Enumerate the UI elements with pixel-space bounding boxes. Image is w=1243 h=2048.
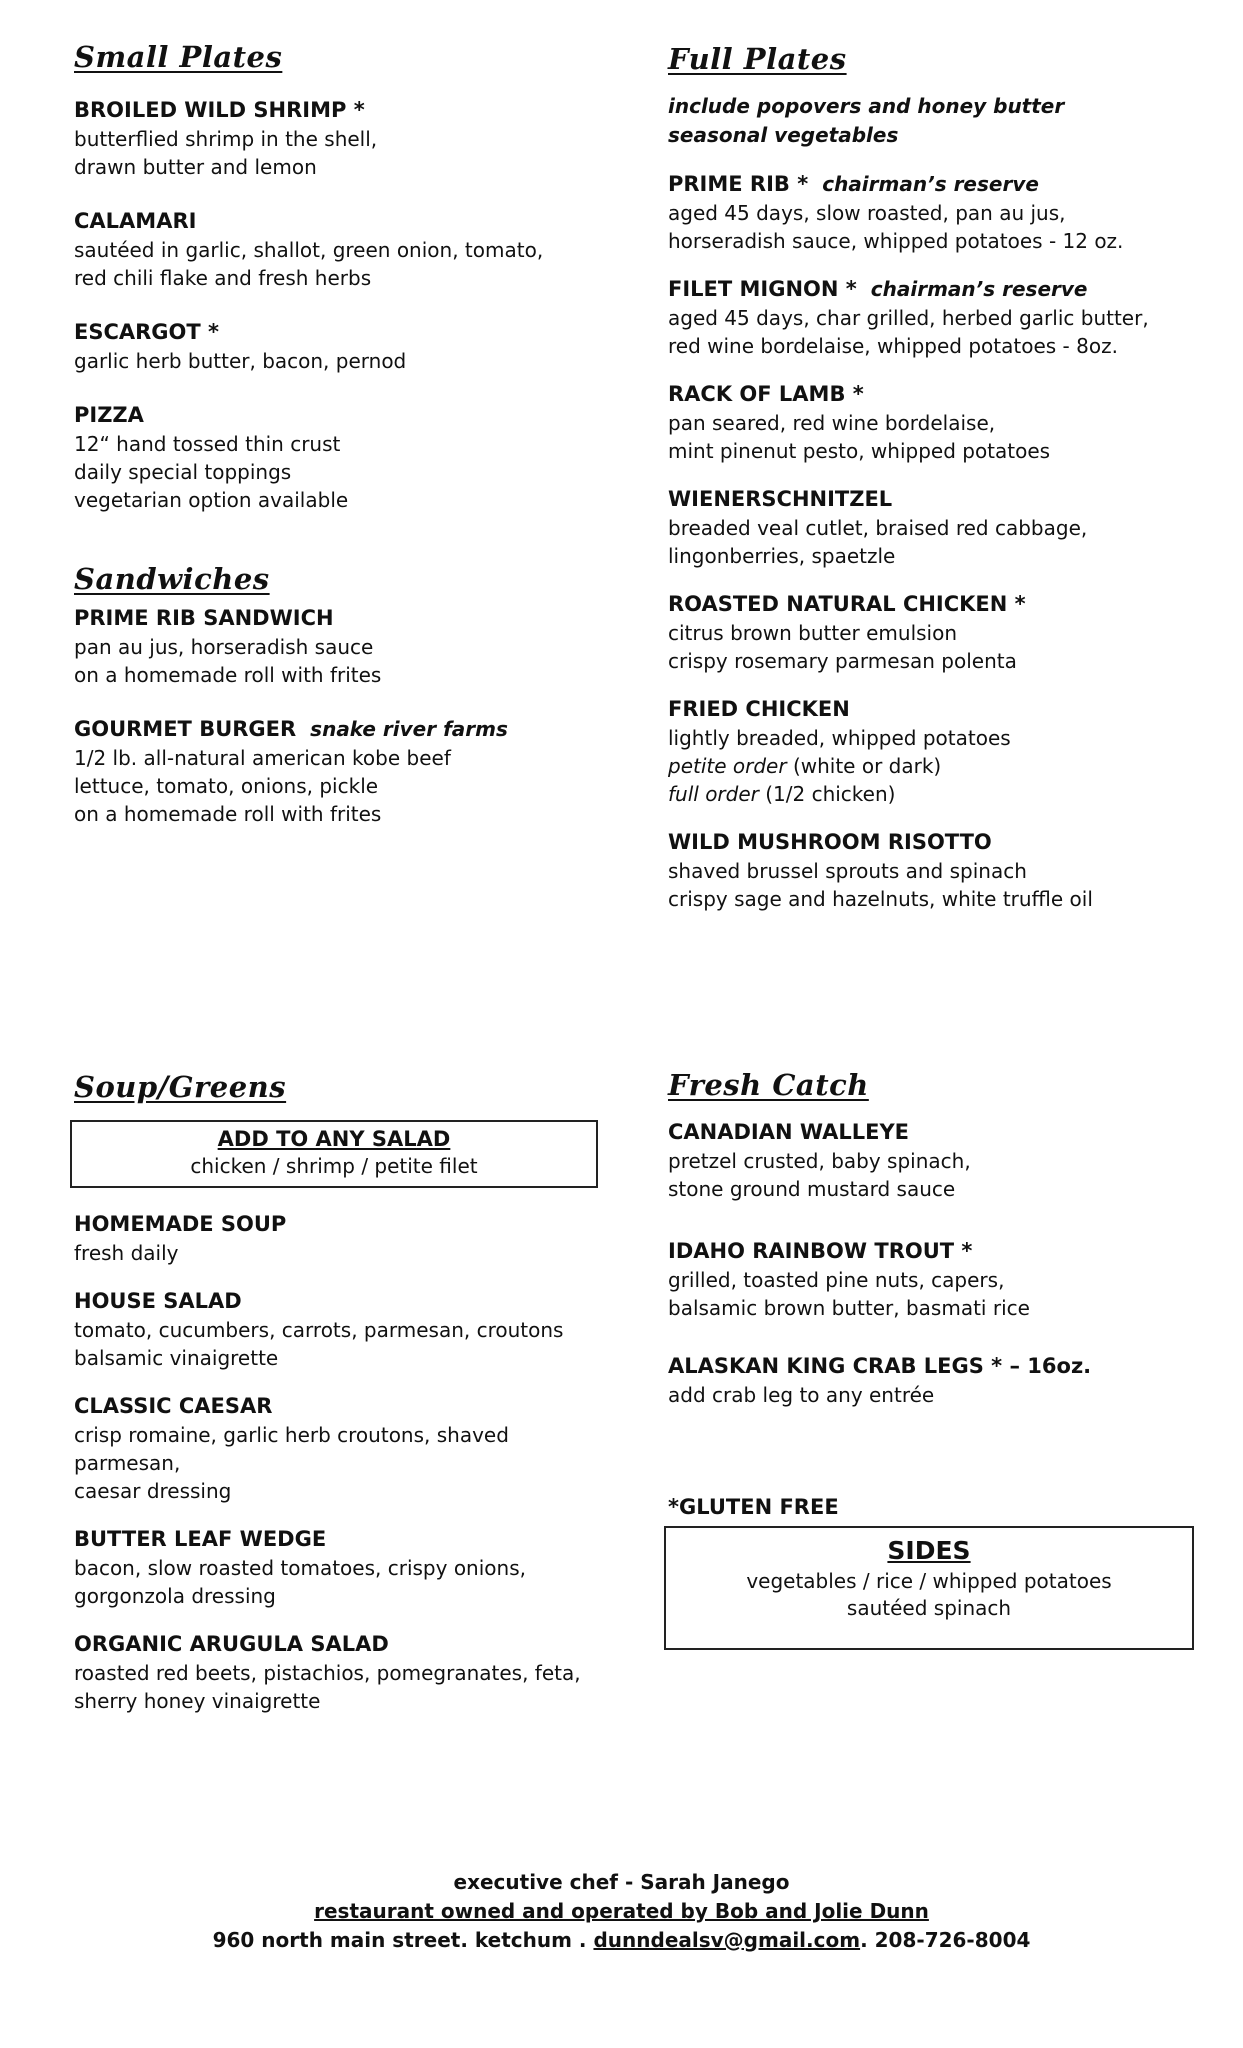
note-line: include popovers and honey butter bbox=[668, 94, 1065, 118]
description-line: aged 45 days, slow roasted, pan au jus, bbox=[668, 201, 1066, 225]
fresh-catch-section bbox=[668, 1068, 1228, 1672]
item-description bbox=[74, 236, 614, 292]
sandwiches-heading: Sandwiches bbox=[74, 562, 270, 596]
soup-greens-heading: Soup/Greens bbox=[74, 1070, 287, 1104]
address: 960 north main street. ketchum . bbox=[212, 1928, 594, 1952]
add-to-salad-options: chicken / shrimp / petite filet bbox=[190, 1154, 478, 1178]
item-name: CANADIAN WALLEYE bbox=[668, 1120, 910, 1144]
option-label: petite order bbox=[668, 754, 787, 778]
description-line: balsamic vinaigrette bbox=[74, 1346, 279, 1370]
item-name: WILD MUSHROOM RISOTTO bbox=[668, 830, 992, 854]
item-name: IDAHO RAINBOW TROUT * bbox=[668, 1239, 973, 1263]
item-description bbox=[668, 304, 1228, 360]
item-name: ORGANIC ARUGULA SALAD bbox=[74, 1632, 389, 1656]
menu-item bbox=[668, 170, 1228, 255]
description-line: garlic herb butter, bacon, pernod bbox=[74, 349, 407, 373]
menu-item bbox=[668, 695, 1228, 808]
item-description bbox=[668, 409, 1228, 465]
menu-item bbox=[74, 1392, 614, 1505]
menu-item bbox=[668, 275, 1228, 360]
menu-item bbox=[74, 1630, 614, 1715]
fresh-catch-heading: Fresh Catch bbox=[668, 1068, 869, 1102]
description-line: balsamic brown butter, basmati rice bbox=[668, 1296, 1030, 1320]
description-line: red wine bordelaise, whipped potatoes - 8oz. bbox=[668, 334, 1118, 358]
description-line: horseradish sauce, whipped potatoes - 12 oz. bbox=[668, 229, 1124, 253]
description-line: 12“ hand tossed thin crust bbox=[74, 432, 341, 456]
small-plates-heading: Small Plates bbox=[74, 40, 283, 74]
menu-item bbox=[74, 1287, 614, 1372]
item-description bbox=[74, 1554, 614, 1610]
description-line: caesar dressing bbox=[74, 1479, 232, 1503]
full-plates-section bbox=[668, 42, 1228, 939]
item-name: RACK OF LAMB * bbox=[668, 382, 864, 406]
note-line: seasonal vegetables bbox=[668, 123, 899, 147]
menu-item bbox=[74, 1210, 614, 1267]
soup-greens-section bbox=[74, 1070, 614, 1741]
item-name: HOMEMADE SOUP bbox=[74, 1212, 287, 1236]
sides-title: SIDES bbox=[887, 1536, 971, 1565]
full-plates-note bbox=[668, 92, 1228, 150]
description-line: gorgonzola dressing bbox=[74, 1584, 276, 1608]
item-description bbox=[74, 125, 614, 181]
description-line: shaved brussel sprouts and spinach bbox=[668, 859, 1027, 883]
item-name-row bbox=[668, 170, 1228, 199]
item-name: BUTTER LEAF WEDGE bbox=[74, 1527, 327, 1551]
add-to-salad-box bbox=[70, 1120, 598, 1188]
item-description bbox=[74, 1659, 614, 1715]
item-name: WIENERSCHNITZEL bbox=[668, 487, 893, 511]
item-description bbox=[668, 1266, 1228, 1322]
menu-item bbox=[74, 604, 614, 689]
menu-item bbox=[74, 96, 614, 181]
full-plates-heading: Full Plates bbox=[668, 42, 847, 76]
description-line: crispy rosemary parmesan polenta bbox=[668, 649, 1017, 673]
item-name-row bbox=[668, 275, 1228, 304]
menu-item bbox=[668, 1118, 1228, 1203]
option-line bbox=[668, 780, 1228, 808]
item-description bbox=[668, 1147, 1228, 1203]
add-to-salad-title: ADD TO ANY SALAD bbox=[217, 1127, 451, 1151]
item-description bbox=[74, 633, 614, 689]
item-tag: chairman’s reserve bbox=[822, 172, 1039, 196]
description-line: pan au jus, horseradish sauce bbox=[74, 635, 374, 659]
menu-item bbox=[74, 1525, 614, 1610]
item-name: PIZZA bbox=[74, 403, 144, 427]
description-line: lightly breaded, whipped potatoes bbox=[668, 726, 1011, 750]
menu-item bbox=[74, 401, 614, 514]
sides-line: vegetables / rice / whipped potatoes bbox=[746, 1569, 1112, 1593]
item-name: FRIED CHICKEN bbox=[668, 697, 850, 721]
menu-item bbox=[74, 715, 614, 828]
description-line: add crab leg to any entrée bbox=[668, 1383, 935, 1407]
item-name: PRIME RIB * bbox=[668, 172, 809, 196]
item-description bbox=[668, 724, 1228, 808]
description-line: lingonberries, spaetzle bbox=[668, 544, 896, 568]
description-line: 1/2 lb. all-natural american kobe beef bbox=[74, 746, 451, 770]
option-detail: (white or dark) bbox=[786, 754, 942, 778]
menu-item bbox=[668, 1237, 1228, 1322]
description-line: lettuce, tomato, onions, pickle bbox=[74, 774, 379, 798]
item-description bbox=[668, 1381, 1228, 1409]
item-name: FILET MIGNON * bbox=[668, 277, 857, 301]
description-line: fresh daily bbox=[74, 1241, 179, 1265]
phone: . 208-726-8004 bbox=[860, 1928, 1031, 1952]
description-line: mint pinenut pesto, whipped potatoes bbox=[668, 439, 1051, 463]
menu-item bbox=[668, 828, 1228, 913]
description-line: bacon, slow roasted tomatoes, crispy onions, bbox=[74, 1556, 526, 1580]
owners-line: restaurant owned and operated by Bob and Jolie Dunn bbox=[314, 1899, 929, 1923]
item-description bbox=[668, 619, 1228, 675]
executive-chef: executive chef - Sarah Janego bbox=[453, 1870, 790, 1894]
item-description bbox=[74, 1421, 614, 1505]
option-label: full order bbox=[668, 782, 759, 806]
description-line: aged 45 days, char grilled, herbed garlic butter, bbox=[668, 306, 1149, 330]
item-description bbox=[74, 347, 614, 375]
item-description bbox=[74, 1239, 614, 1267]
description-line: crisp romaine, garlic herb croutons, shaved parmesan, bbox=[74, 1423, 509, 1475]
item-tag: snake river farms bbox=[310, 717, 508, 741]
option-line bbox=[668, 752, 1228, 780]
description-line: vegetarian option available bbox=[74, 488, 349, 512]
description-line: roasted red beets, pistachios, pomegranates, feta, bbox=[74, 1661, 581, 1685]
sides-box bbox=[664, 1526, 1194, 1650]
item-name: GOURMET BURGER bbox=[74, 717, 297, 741]
gluten-free-note: *GLUTEN FREE bbox=[668, 1495, 839, 1519]
description-line: on a homemade roll with frites bbox=[74, 663, 382, 687]
description-line: on a homemade roll with frites bbox=[74, 802, 382, 826]
item-description bbox=[668, 514, 1228, 570]
item-name: PRIME RIB SANDWICH bbox=[74, 606, 334, 630]
description-line: citrus brown butter emulsion bbox=[668, 621, 958, 645]
small-plates-section bbox=[74, 40, 614, 540]
item-name: HOUSE SALAD bbox=[74, 1289, 242, 1313]
item-name: BROILED WILD SHRIMP * bbox=[74, 98, 365, 122]
menu-item bbox=[74, 207, 614, 292]
item-name: ALASKAN KING CRAB LEGS * – 16oz. bbox=[668, 1354, 1092, 1378]
item-description bbox=[668, 857, 1228, 913]
description-line: pretzel crusted, baby spinach, bbox=[668, 1149, 971, 1173]
sandwiches-section bbox=[74, 562, 614, 854]
item-description bbox=[74, 744, 614, 828]
menu-item bbox=[668, 485, 1228, 570]
option-detail: (1/2 chicken) bbox=[758, 782, 896, 806]
menu-item bbox=[668, 1352, 1228, 1409]
menu-item bbox=[668, 380, 1228, 465]
description-line: breaded veal cutlet, braised red cabbage, bbox=[668, 516, 1088, 540]
description-line: grilled, toasted pine nuts, capers, bbox=[668, 1268, 1005, 1292]
item-description bbox=[74, 1316, 614, 1372]
description-line: sautéed in garlic, shallot, green onion, tomato, bbox=[74, 238, 544, 262]
menu-item bbox=[74, 318, 614, 375]
sides-line: sautéed spinach bbox=[846, 1596, 1012, 1620]
description-line: tomato, cucumbers, carrots, parmesan, croutons bbox=[74, 1318, 564, 1342]
item-name: ROASTED NATURAL CHICKEN * bbox=[668, 592, 1026, 616]
item-description bbox=[74, 430, 614, 514]
description-line: sherry honey vinaigrette bbox=[74, 1689, 321, 1713]
item-name: CALAMARI bbox=[74, 209, 197, 233]
item-tag: chairman’s reserve bbox=[870, 277, 1088, 301]
item-name-row bbox=[74, 715, 614, 744]
description-line: stone ground mustard sauce bbox=[668, 1177, 956, 1201]
email-link[interactable]: dunndealsv@gmail.com bbox=[593, 1928, 861, 1952]
item-name: CLASSIC CAESAR bbox=[74, 1394, 273, 1418]
description-line: butterflied shrimp in the shell, bbox=[74, 127, 378, 151]
description-line: pan seared, red wine bordelaise, bbox=[668, 411, 996, 435]
item-name: ESCARGOT * bbox=[74, 320, 220, 344]
description-line: red chili flake and fresh herbs bbox=[74, 266, 372, 290]
description-line: drawn butter and lemon bbox=[74, 155, 317, 179]
menu-item bbox=[668, 590, 1228, 675]
description-line: daily special toppings bbox=[74, 460, 292, 484]
item-description bbox=[668, 199, 1228, 255]
description-line: crispy sage and hazelnuts, white truffle oil bbox=[668, 887, 1093, 911]
contact-line bbox=[0, 1926, 1243, 1955]
footer bbox=[0, 1868, 1243, 1955]
